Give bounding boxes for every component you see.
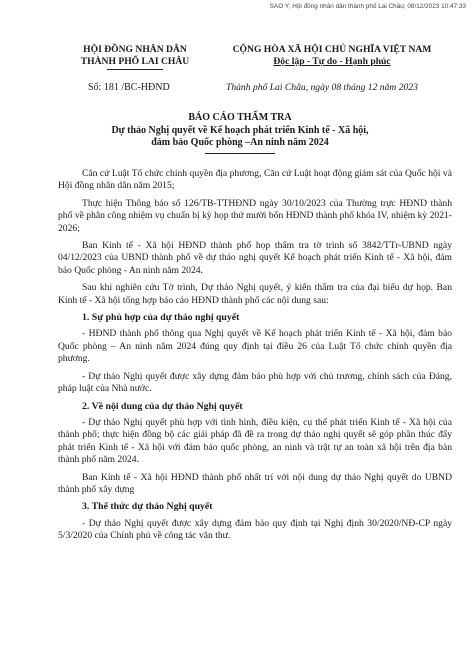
agency-underline [107,69,163,70]
report-title [40,112,440,154]
paragraph: - HĐND thành phố thông qua Nghị quyết về Kế hoạch phát triển Kinh tế - Xã hội, đảm bảo Quốc phòng – An ninh năm 2024 đúng quy định tại điều 26 của Luật Tổ chức chính quyền địa phương. [58,328,452,365]
issuing-agency [60,44,210,70]
agency-line-1: HỘI ĐỒNG NHÂN DÂN [83,44,187,55]
national-header [200,44,464,68]
title-line-3: đảm bảo Quốc phòng –An ninh năm 2024 [151,137,329,148]
title-line-2: Dự thảo Nghị quyết về Kế hoạch phát triển Kinh tế - Xã hội, [111,124,369,136]
paragraph: Căn cứ Luật Tổ chức chính quyền địa phương, Căn cứ Luật hoạt động giám sát của Quốc hội và Hội đồng nhân dân năm 2015; [58,168,452,192]
title-divider [205,153,275,154]
paragraph: Ban Kinh tế - Xã hội HĐND thành phố họp thẩm tra tờ trình số 3842/TTr-UBND ngày 04/12/2023 của UBND thành phố về dự thảo nghị quyết Kế hoạch phát triển Kinh tế - Xã hội, đảm bảo Quốc phòng - An ninh năm 2024. [58,240,452,276]
title-line-1: BÁO CÁO THẨM TRA [188,112,292,123]
paragraph: - Dự thảo Nghị quyết phù hợp với tình hình, điều kiện, cụ thể phát triển Kinh tế - Xã hội của thành phố; thực hiện đồng bộ các giải pháp đã đề ra trong dự thảo nghị quyết sẽ góp phần thúc đẩy phát triển Kinh tế - Xã hội với đảm bảo quốc phòng, an ninh và trật tự an toàn xã hội trên địa bàn thành phố năm 2024. [58,416,452,466]
paragraph: Ban Kinh tế - Xã hội HĐND thành phố nhất trí với nội dung dự thảo Nghị quyết do UBND thành phố xây dựng [58,471,452,495]
national-motto: Độc lập - Tự do - Hạnh phúc [273,56,391,67]
agency-line-2: THÀNH PHỐ LAI CHÂU [80,56,190,67]
paragraph: - Dự thảo Nghị quyết được xây dựng đảm bảo quy định tại Nghị định 30/2020/NĐ-CP ngày 5/3/2020 của Chính phủ về công tác văn thư. [58,517,452,542]
paragraph: - Dự thảo Nghị quyết được xây dựng đảm bảo phù hợp với chủ trương, chính sách của Đảng, pháp luật của Nhà nước. [58,370,452,395]
report-body [58,168,452,548]
section-heading: 2. Về nội dung của dự thảo Nghị quyết [82,400,243,412]
place-date: Thành phố Lai Châu, ngày 08 tháng 12 năm 2023 [226,82,418,93]
section-heading: 1. Sự phù hợp của dự thảo nghị quyết [82,312,240,324]
digital-copy-stamp: SAO Y; Hội đồng nhân dân thành phố Lai Châu; 08/12/2023 10:47:33 [269,3,466,10]
document-number: Số: 181 /BC-HĐND [88,82,170,93]
paragraph: Sau khi nghiên cứu Tờ trình, Dự thảo Nghị quyết, ý kiến thẩm tra của đại biểu dự họp. Ban Kinh tế - Xã hội tổng hợp báo cáo HĐND thành phố các nội dung sau: [58,282,452,306]
section-heading: 3. Thể thức dự thảo Nghị quyết [82,501,213,513]
paragraph: Thực hiện Thông báo số 126/TB-TTHĐND ngày 30/10/2023 của Thường trực HĐND thành phố về phân công nhiệm vụ chuẩn bị kỳ họp thứ mười bốn HĐND thành phố khóa IV, nhiệm kỳ 2021-2026; [58,197,452,234]
national-title: CỘNG HÒA XÃ HỘI CHỦ NGHĨA VIỆT NAM [232,44,432,55]
